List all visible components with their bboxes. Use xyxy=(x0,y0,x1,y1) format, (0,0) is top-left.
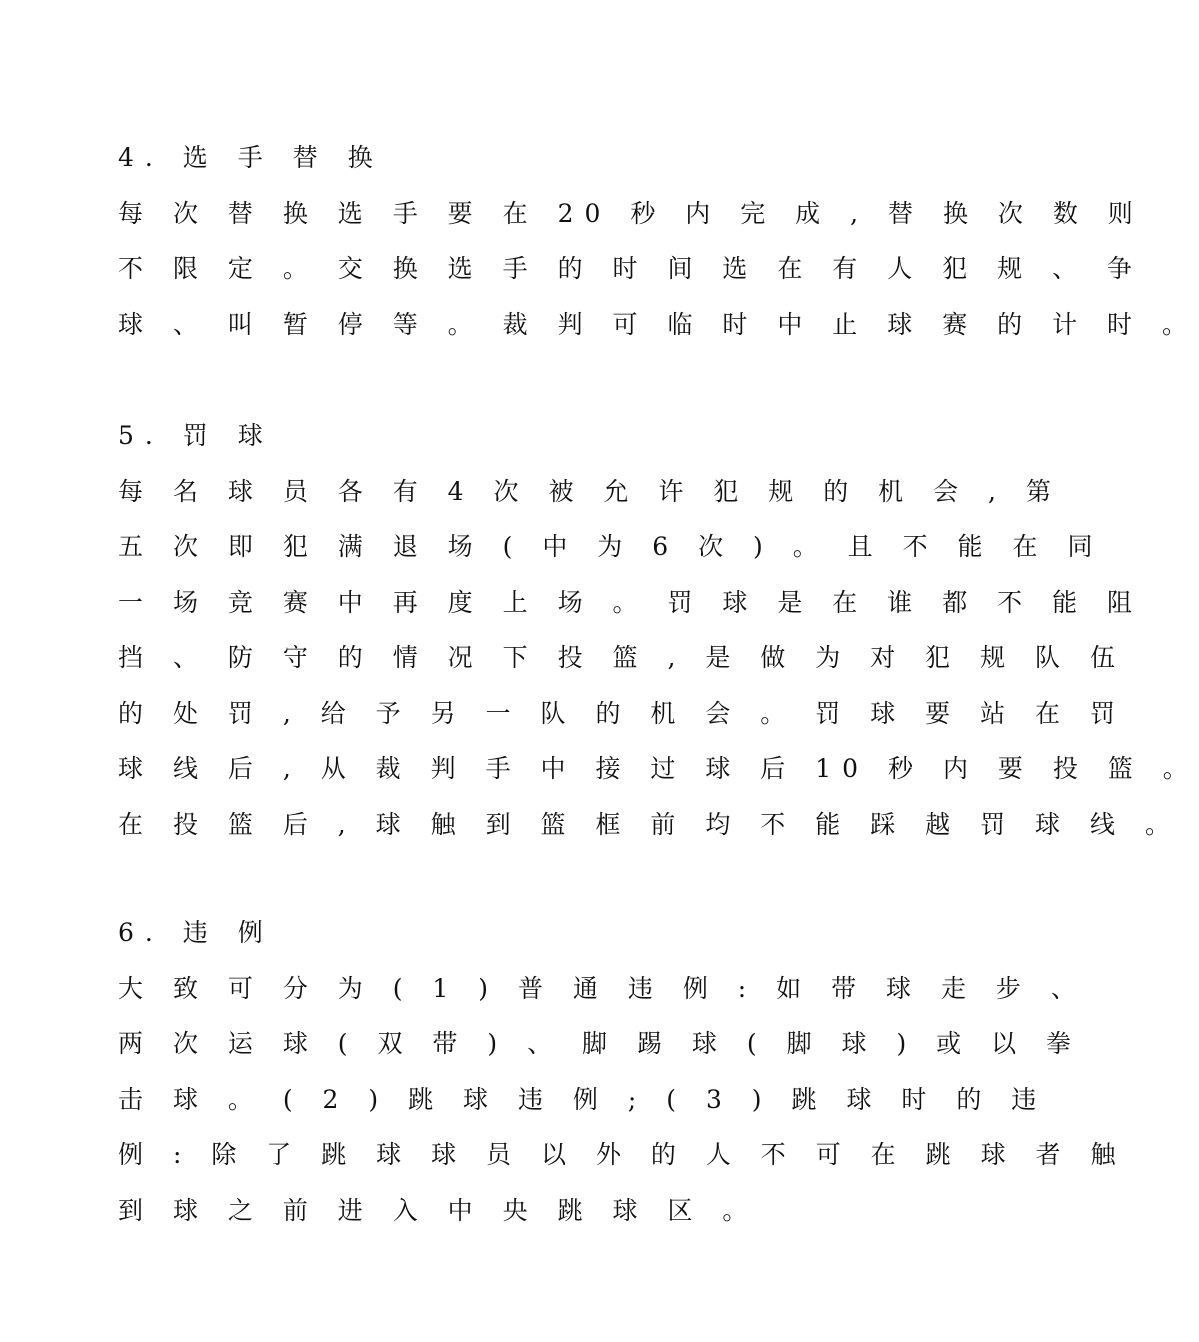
paragraph-line: 挡 、 防 守 的 情 况 下 投 篮 , 是 做 为 对 犯 规 队 伍 xyxy=(118,643,1126,672)
paragraph-line: 的 处 罚 , 给 予 另 一 队 的 机 会 。 罚 球 要 站 在 罚 xyxy=(118,698,1126,728)
paragraph-line: 球 线 后 , 从 裁 判 手 中 接 过 球 后 10 秒 内 要 投 篮 。 xyxy=(118,754,1199,783)
section-heading: 6. 违 例 xyxy=(118,918,274,947)
paragraph-line: 五 次 即 犯 满 退 场 ( 中 为 6 次 ) 。 且 不 能 在 同 xyxy=(118,532,1104,561)
paragraph-line: 每 名 球 员 各 有 4 次 被 允 许 犯 规 的 机 会 , 第 xyxy=(118,476,1062,506)
paragraph-line: 到 球 之 前 进 入 中 央 跳 球 区 。 xyxy=(118,1195,759,1225)
paragraph-line: 击 球 。 ( 2 ) 跳 球 违 例 ; ( 3 ) 跳 球 时 的 违 xyxy=(118,1084,1048,1114)
paragraph-line: 一 场 竞 赛 中 再 度 上 场 。 罚 球 是 在 谁 都 不 能 阻 xyxy=(118,587,1144,617)
paragraph-line: 例 : 除 了 跳 球 球 员 以 外 的 人 不 可 在 跳 球 者 触 xyxy=(118,1140,1127,1169)
paragraph-line: 两 次 运 球 ( 双 带 ) 、 脚 踢 球 ( 脚 球 ) 或 以 拳 xyxy=(118,1029,1083,1058)
paragraph-line: 大 致 可 分 为 ( 1 ) 普 通 违 例 : 如 带 球 走 步 、 xyxy=(118,973,1087,1003)
section-violations xyxy=(118,905,1127,1238)
section-substitution xyxy=(118,130,1198,352)
section-free-throw xyxy=(118,408,1199,852)
paragraph-line: 每 次 替 换 选 手 要 在 20 秒 内 完 成 , 替 换 次 数 则 xyxy=(118,198,1144,228)
section-heading: 4. 选 手 替 换 xyxy=(118,143,384,172)
paragraph-line: 在 投 篮 后 , 球 触 到 篮 框 前 均 不 能 踩 越 罚 球 线 。 xyxy=(118,809,1181,839)
paragraph-line: 球 、 叫 暂 停 等 。 裁 判 可 临 时 中 止 球 赛 的 计 时 。 xyxy=(118,309,1198,339)
section-heading: 5. 罚 球 xyxy=(118,421,274,450)
paragraph-line: 不 限 定 。 交 换 选 手 的 时 间 选 在 有 人 犯 规 、 争 xyxy=(118,254,1144,283)
